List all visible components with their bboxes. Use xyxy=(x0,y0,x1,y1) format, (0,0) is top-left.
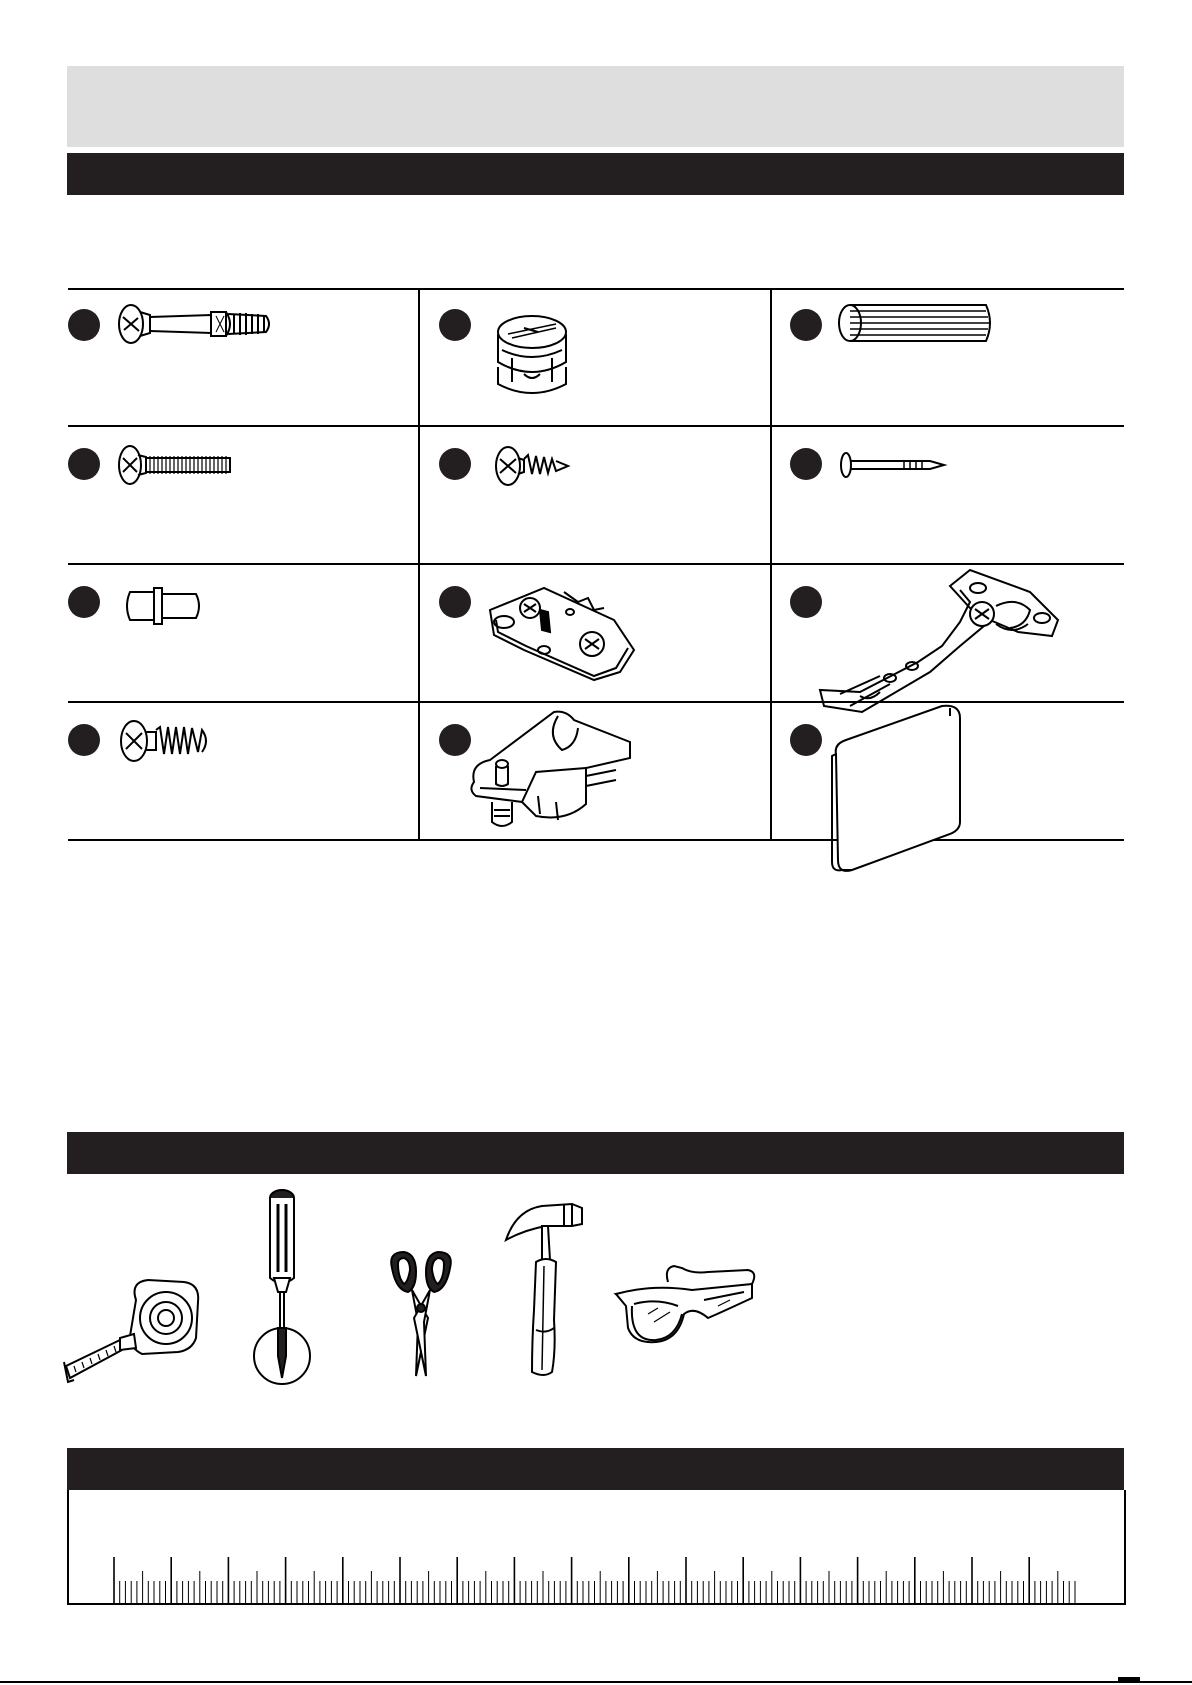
grid-line xyxy=(68,425,1124,427)
footer-line xyxy=(0,1681,1192,1683)
fitting-badge xyxy=(68,448,100,480)
grid-line xyxy=(68,563,1124,565)
cam-lock-icon xyxy=(494,312,574,402)
cam-bolt-icon xyxy=(116,302,286,347)
hinge-mounting-plate-icon xyxy=(484,580,644,690)
drawer-screw-icon xyxy=(118,718,228,764)
fitting-badge xyxy=(68,724,100,756)
fitting-badge xyxy=(68,309,100,341)
grid-line xyxy=(68,288,1124,290)
header-band xyxy=(67,66,1124,147)
fitting-badge xyxy=(790,724,822,756)
nail-icon xyxy=(840,450,950,480)
shelf-pin-icon xyxy=(124,584,204,626)
grid-line xyxy=(418,288,420,841)
footer-mark xyxy=(1118,1677,1140,1681)
wooden-dowel-icon xyxy=(836,302,996,344)
tape-measure-icon xyxy=(60,1278,210,1383)
fitting-badge xyxy=(439,309,471,341)
ruler-scale xyxy=(110,1545,1080,1605)
fitting-badge xyxy=(790,586,822,618)
fitting-badge xyxy=(439,448,471,480)
safety-glasses-icon xyxy=(612,1262,760,1352)
cover-cap-icon xyxy=(826,704,966,874)
fitting-badge xyxy=(790,309,822,341)
machine-bolt-icon xyxy=(116,444,236,486)
fitting-badge xyxy=(68,586,100,618)
concealed-hinge-icon xyxy=(820,566,1060,716)
grid-line xyxy=(770,288,772,841)
fitting-badge xyxy=(790,448,822,480)
fittings-section-bar xyxy=(67,153,1124,195)
screwdriver-icon xyxy=(252,1188,322,1388)
fitting-badge xyxy=(439,586,471,618)
ruler-section-bar xyxy=(67,1448,1124,1490)
shelf-support-bracket-icon xyxy=(466,706,636,836)
hammer-icon xyxy=(502,1200,588,1378)
scissors-icon xyxy=(386,1248,456,1380)
short-wood-screw-icon xyxy=(494,444,574,488)
tools-section-bar xyxy=(67,1132,1124,1174)
